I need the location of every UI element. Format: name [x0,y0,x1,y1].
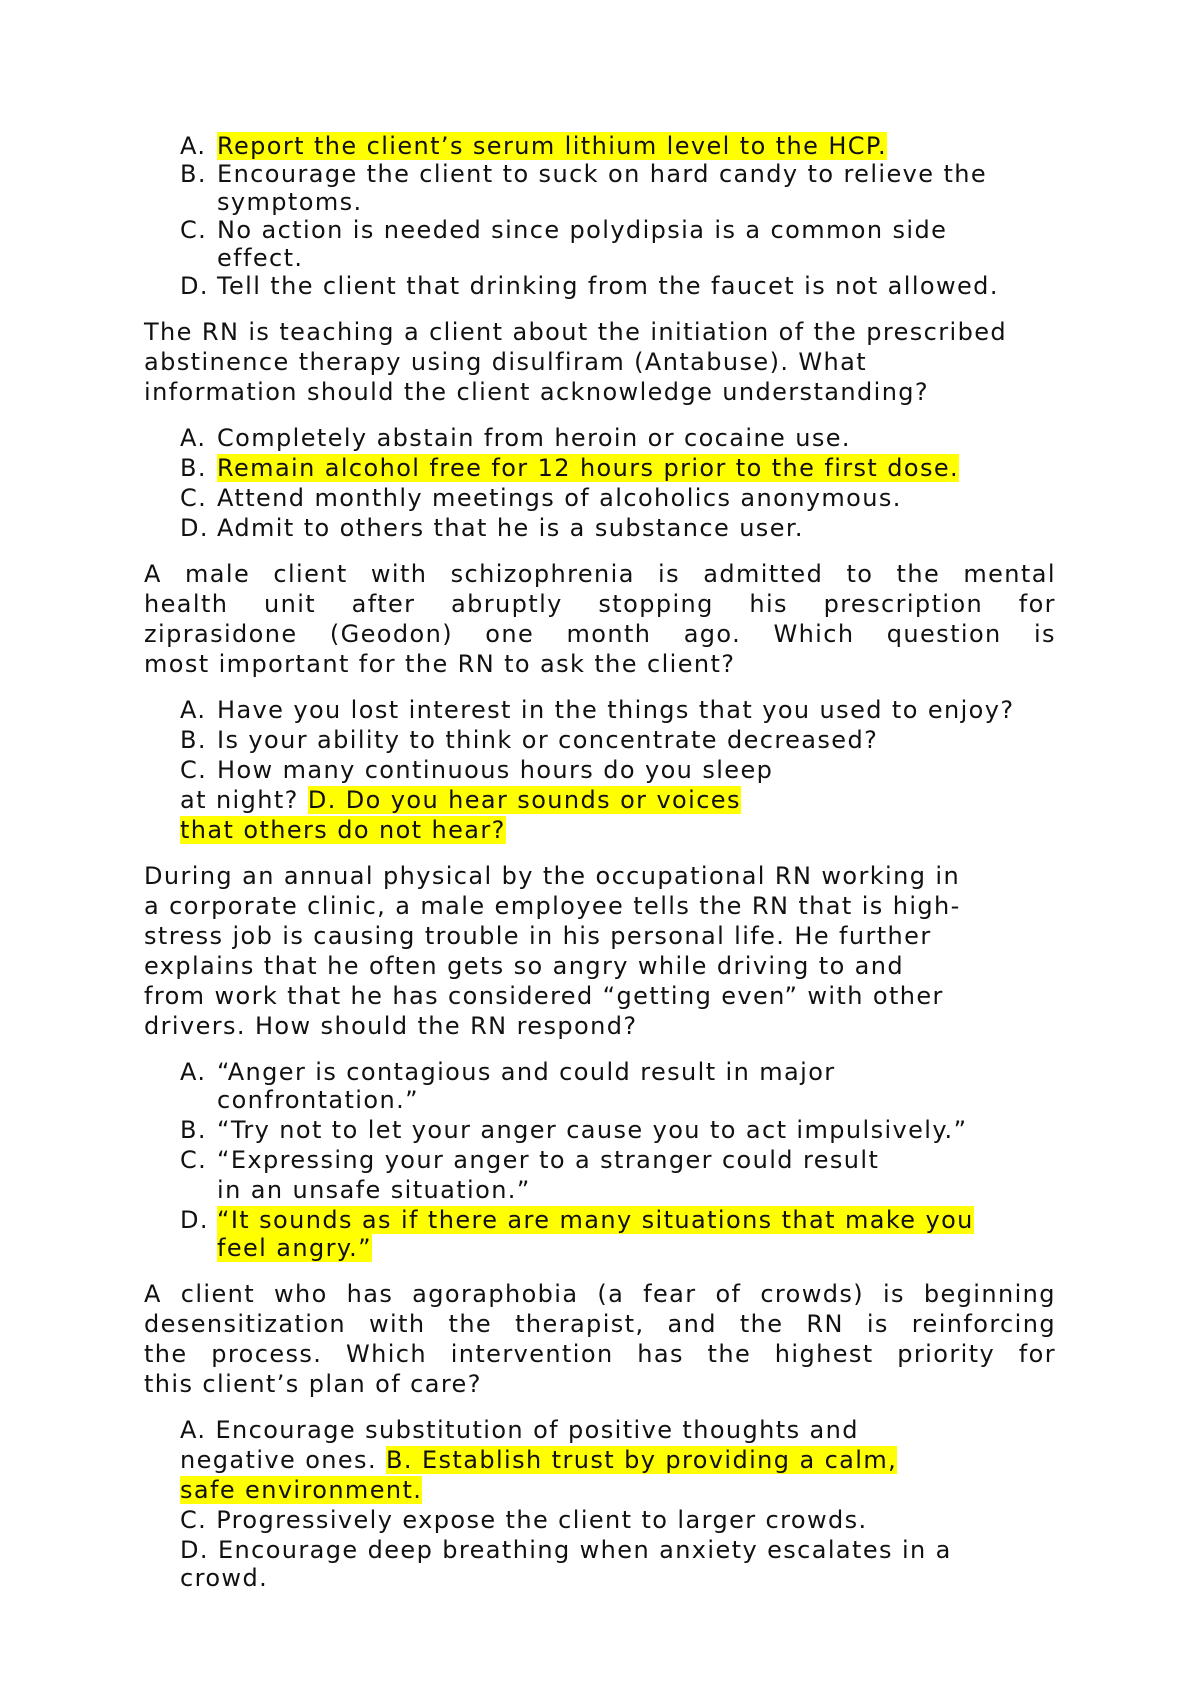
word: ago. [683,620,742,648]
q4-stem-line: drivers. How should the RN respond? [144,1012,638,1040]
correct-answer-highlight: Report the client’s serum lithium level to the HCP. [217,132,888,160]
q4-option-a [180,1057,836,1087]
word: one [485,620,535,648]
word: with [370,560,428,588]
option-text: “Anger is contagious and could result in major [217,1058,836,1086]
q4-stem-line: from work that he has considered “getting even” with other [144,982,944,1010]
option-text: Completely abstain from heroin or cocaine use. [217,424,851,452]
word: the [707,1340,752,1368]
q3-stem-line: most important for the RN to ask the client? [144,650,736,678]
word: agoraphobia [412,1280,579,1308]
option-text: Tell the client that drinking from the faucet is not allowed. [217,272,999,300]
option-label: A. [180,696,207,724]
option-text: Admit to others that he is a substance user. [217,514,804,542]
word: of [715,1280,742,1308]
q4-option-d-cont [217,1233,372,1263]
q5-stem-line [144,1309,1056,1339]
option-text: “Try not to let your anger cause you to act impulsively.” [217,1116,968,1144]
word: client [273,560,348,588]
option-text: “Expressing your anger to a stranger could result [217,1146,880,1174]
word: admitted [703,560,824,588]
q2-option-d [180,513,804,543]
option-label: B. [180,726,207,754]
q4-stem-line: stress job is causing trouble in his personal life. He further [144,922,932,950]
word: client [180,1280,256,1308]
q5-option-b-cont [180,1475,422,1505]
word: unit [263,590,317,618]
option-text: Have you lost interest in the things that you used to enjoy? [217,696,1015,724]
word: male [185,560,251,588]
word: intervention [450,1340,614,1368]
option-label: B. [180,454,207,482]
q4-option-c [180,1145,879,1175]
word: is [1033,620,1056,648]
q4-option-c-cont: in an unsafe situation.” [217,1176,531,1204]
option-text: negative ones. [180,1446,387,1474]
q1-option-b [180,159,987,189]
word: and [667,1310,717,1338]
word: process. [211,1340,323,1368]
correct-answer-highlight: safe environment. [180,1476,423,1504]
option-label: C. [180,756,208,784]
word: beginning [923,1280,1056,1308]
option-text: No action is needed since polydipsia is a common side [217,216,948,244]
correct-answer-highlight: feel angry.” [217,1234,372,1262]
option-label: C. [180,216,208,244]
q5-option-d-cont: crowd. [180,1564,269,1592]
q5-stem-line [144,1279,1056,1309]
q2-option-b [180,453,959,483]
option-label: A. [180,1058,207,1086]
option-label: C. [180,1146,208,1174]
word: to [846,560,874,588]
word: stopping [598,590,714,618]
option-label: D. [180,514,209,542]
word: health [144,590,229,618]
word: has [346,1280,394,1308]
q3-option-d-cont [180,815,506,845]
q3-option-b [180,725,878,755]
correct-answer-highlight: that others do not hear? [180,816,506,844]
word: for [1018,1340,1056,1368]
option-label: A. [180,424,207,452]
q3-stem-line [144,589,1056,619]
option-label: A. [180,132,207,160]
q5-stem-line: this client’s plan of care? [144,1370,482,1398]
word: ziprasidone [144,620,298,648]
q5-option-a: A. Encourage substitution of positive thoughts and [180,1416,859,1444]
word: with [369,1310,426,1338]
option-label: C. [180,484,208,512]
q4-option-a-cont: confrontation.” [217,1086,419,1114]
word: Which [773,620,855,648]
word: prescription [823,590,984,618]
word: A [144,1280,162,1308]
q2-option-a [180,423,851,453]
q4-stem-line: During an annual physical by the occupational RN working in [144,862,961,890]
option-text: Encourage the client to suck on hard candy to relieve the [217,160,988,188]
word: the [739,1310,784,1338]
word: fear [643,1280,697,1308]
q5-option-d: D. Encourage deep breathing when anxiety escalates in a [180,1536,952,1564]
q1-option-b-cont: symptoms. [217,188,363,216]
q1-option-c [180,215,947,245]
option-label: D. [180,272,209,300]
q4-option-b [180,1115,967,1145]
word: month [566,620,652,648]
word: (a [597,1280,625,1308]
q1-option-d [180,271,999,301]
q1-option-a [180,131,887,161]
word: Which [346,1340,428,1368]
q2-stem-line: information should the client acknowledge understanding? [144,378,930,406]
q5-stem-line [144,1339,1056,1369]
q5-option-c: C. Progressively expose the client to larger crowds. [180,1506,868,1534]
q3-option-c-cont [180,785,741,815]
word: question [886,620,1002,648]
word: schizophrenia [450,560,635,588]
word: therapist, [515,1310,645,1338]
q1-option-c-cont: effect. [217,244,304,272]
word: is [882,1280,905,1308]
q3-stem-line [144,559,1056,589]
word: mental [963,560,1056,588]
option-text: Is your ability to think or concentrate decreased? [217,726,879,754]
word: is [658,560,681,588]
word: the [448,1310,493,1338]
option-label: B. [180,1116,207,1144]
correct-answer-highlight: “It sounds as if there are many situations that make you [217,1206,974,1234]
q3-stem-line [144,619,1056,649]
q5-option-a-cont [180,1445,897,1475]
correct-answer-highlight: D. Do you hear sounds or voices [307,786,741,814]
q2-stem-line: The RN is teaching a client about the initiation of the prescribed [144,318,1008,346]
q2-stem-line: abstinence therapy using disulfiram (Antabuse). What [144,348,868,376]
word: A [144,560,162,588]
word: priority [897,1340,996,1368]
word: desensitization [144,1310,347,1338]
word: RN [806,1310,844,1338]
option-label: D. [180,1206,209,1234]
word: the [144,1340,188,1368]
q2-option-c [180,483,902,513]
correct-answer-highlight: B. Establish trust by providing a calm, [386,1446,898,1474]
q4-stem-line: explains that he often gets so angry while driving to and [144,952,905,980]
word: has [637,1340,684,1368]
word: for [1018,590,1056,618]
option-text: at night? [180,786,299,814]
q3-option-a [180,695,1015,725]
q4-stem-line: a corporate clinic, a male employee tells the RN that is high- [144,892,961,920]
option-text: Attend monthly meetings of alcoholics anonymous. [217,484,902,512]
word: crowds) [760,1280,865,1308]
correct-answer-highlight: Remain alcohol free for 12 hours prior to the first dose. [217,454,960,482]
word: the [896,560,941,588]
word: highest [774,1340,874,1368]
word: (Geodon) [329,620,453,648]
word: is [866,1310,889,1338]
word: abruptly [451,590,563,618]
word: after [351,590,416,618]
word: reinforcing [911,1310,1056,1338]
word: his [749,590,788,618]
option-label: B. [180,160,207,188]
option-text: How many continuous hours do you sleep [217,756,774,784]
q3-option-c [180,755,773,785]
q4-option-d [180,1205,974,1235]
word: who [273,1280,328,1308]
